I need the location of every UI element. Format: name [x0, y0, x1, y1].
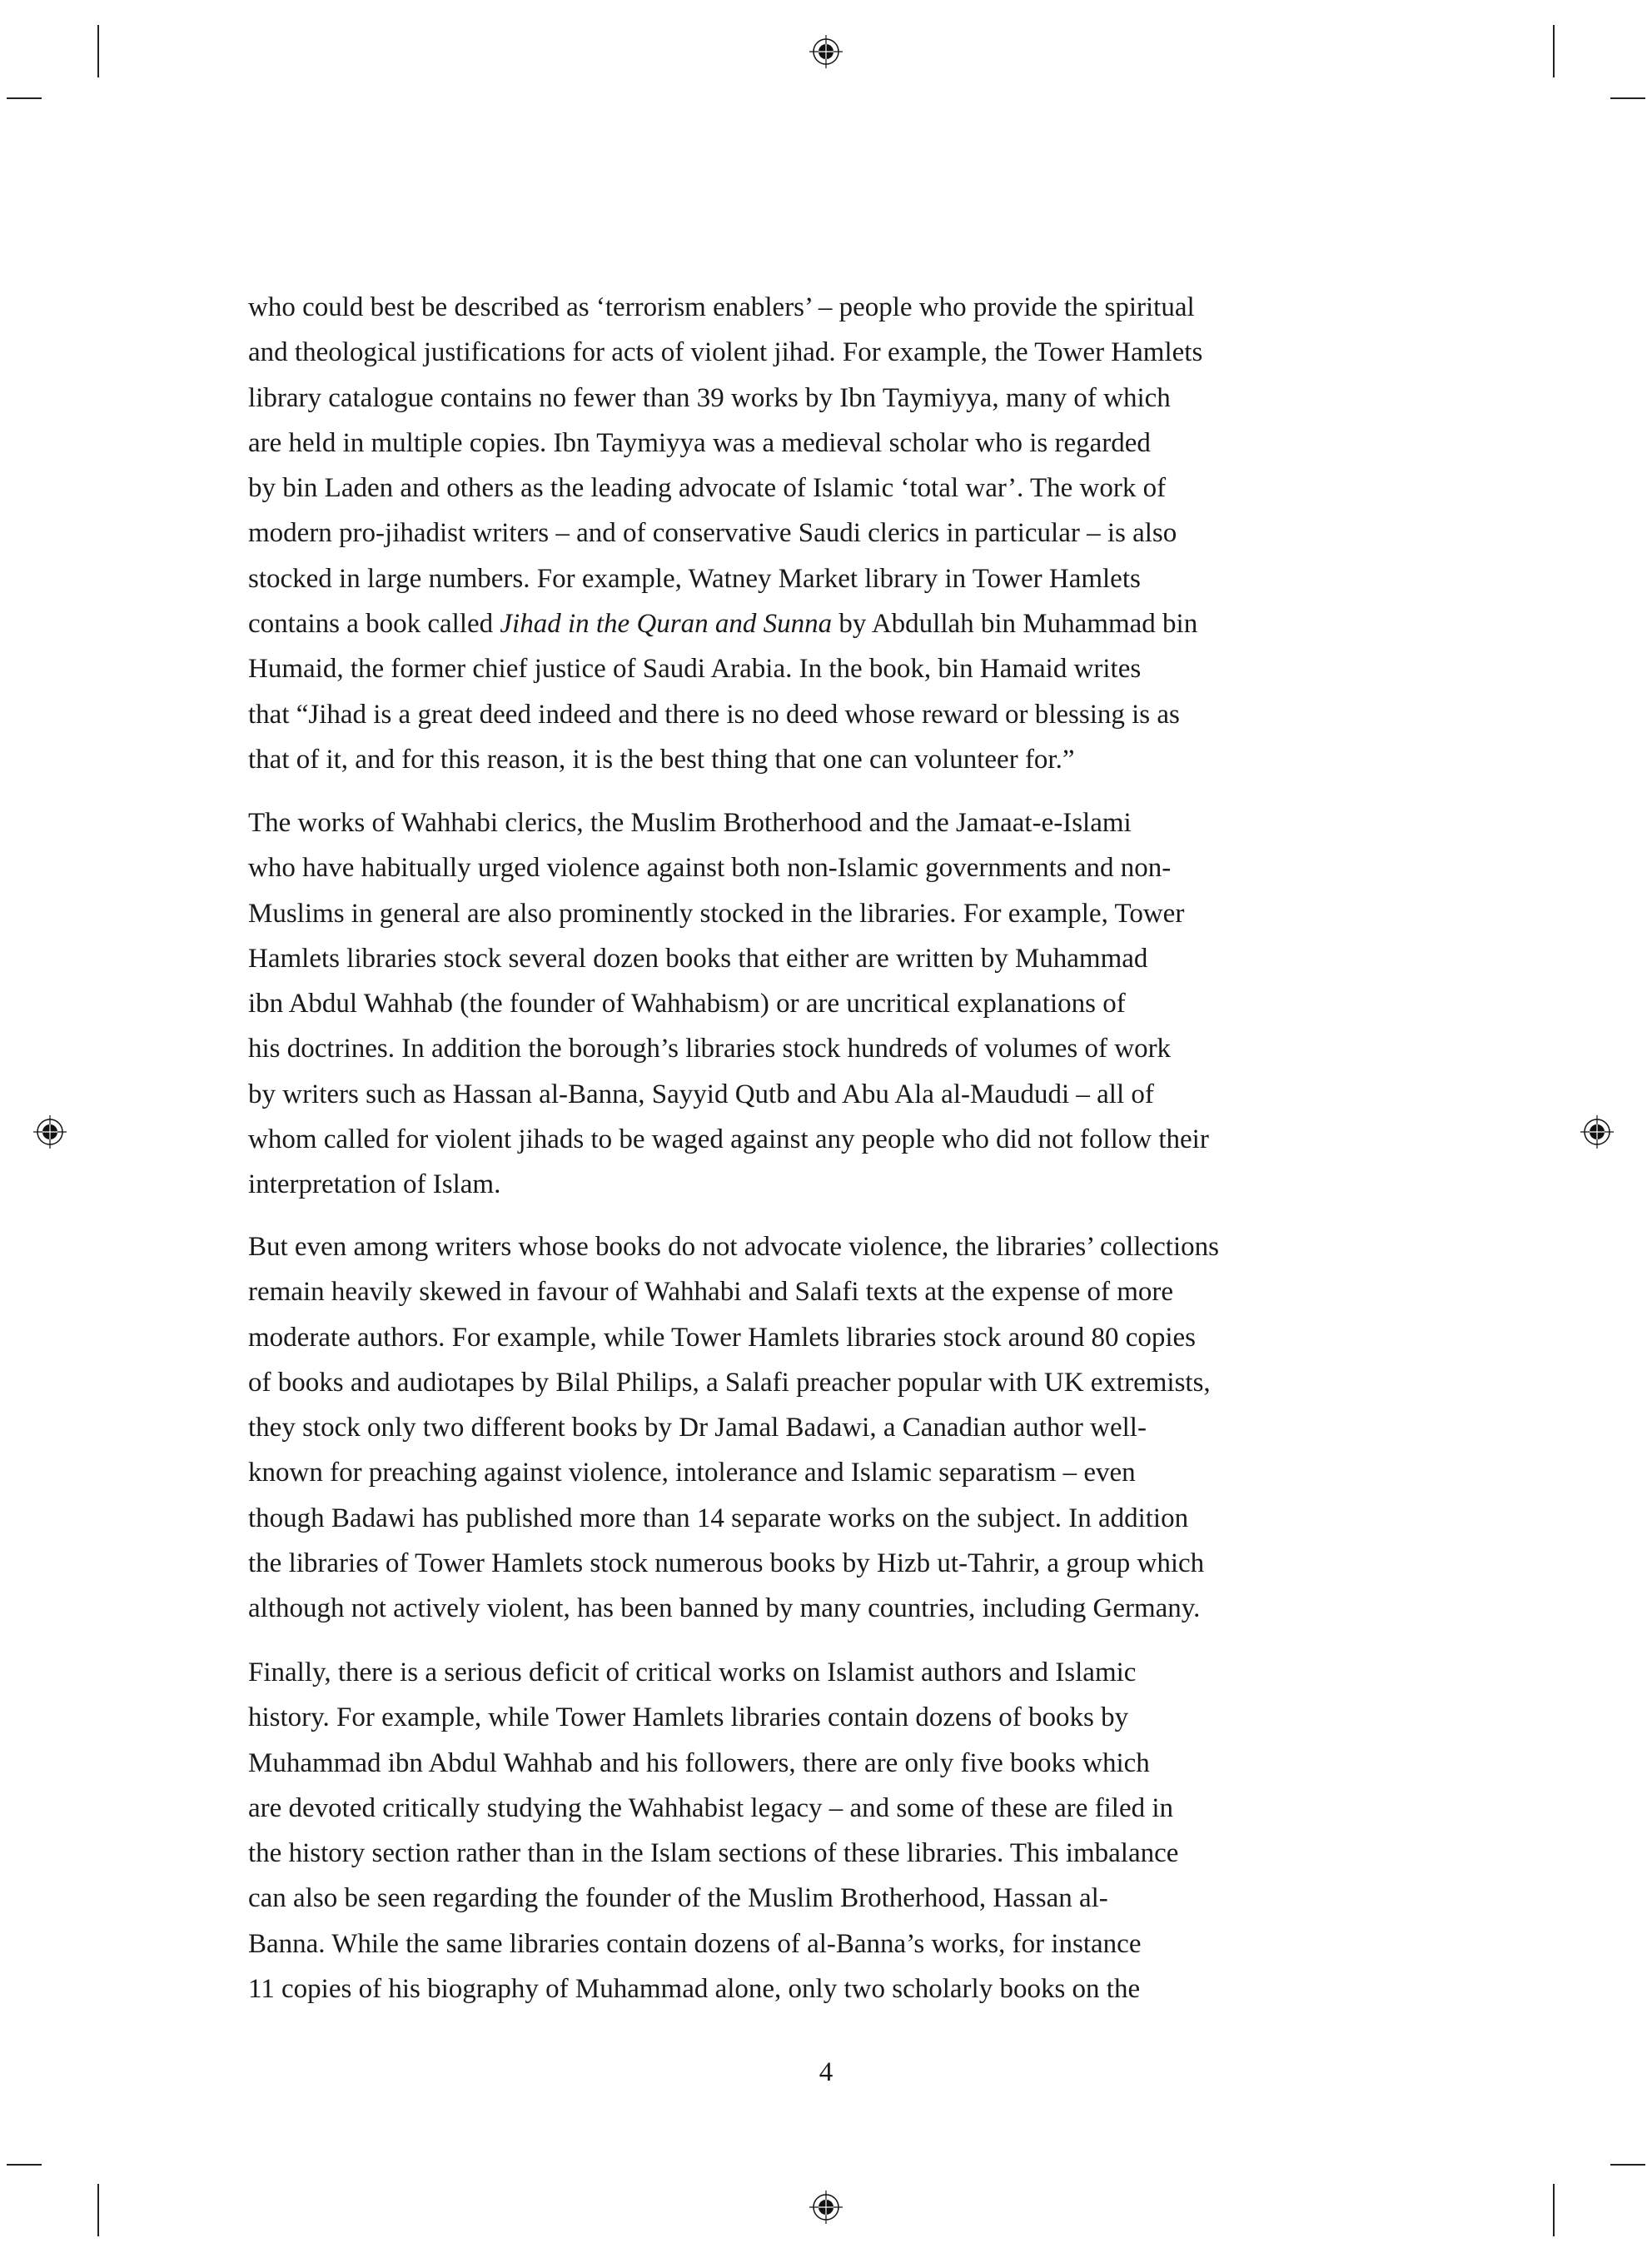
- page-number: 4: [819, 2057, 833, 2087]
- crop-mark-top-left-vertical: [97, 25, 99, 77]
- text-line: The works of Wahhabi clerics, the Muslim Brotherhood and the Jamaat-e-Islami: [248, 808, 1132, 838]
- paragraph-2: [248, 800, 1431, 1208]
- crop-mark-top-right-horizontal: [1610, 97, 1645, 99]
- text-line: are held in multiple copies. Ibn Taymiyya was a medieval scholar who is regarded: [248, 427, 1151, 458]
- text-line: by writers such as Hassan al-Banna, Sayyid Qutb and Abu Ala al-Maududi – all of: [248, 1079, 1154, 1109]
- text-line: But even among writers whose books do not advocate violence, the libraries’ collections: [248, 1232, 1219, 1262]
- text-line: interpretation of Islam.: [248, 1169, 501, 1200]
- text-line: remain heavily skewed in favour of Wahhabi and Salafi texts at the expense of more: [248, 1277, 1174, 1308]
- text-line: can also be seen regarding the founder of the Muslim Brotherhood, Hassan al-: [248, 1883, 1108, 1914]
- text-line: are devoted critically studying the Wahhabist legacy – and some of these are filed in: [248, 1792, 1174, 1823]
- text-line: Banna. While the same libraries contain dozens of al-Banna’s works, for instance: [248, 1928, 1142, 1959]
- text-line: library catalogue contains no fewer than 39 works by Ibn Taymiyya, many of which: [248, 382, 1171, 413]
- text-line: 11 copies of his biography of Muhammad alone, only two scholarly books on the: [248, 1974, 1141, 2005]
- text-line: [248, 601, 1431, 646]
- crop-mark-bottom-left-horizontal: [7, 2164, 42, 2166]
- text-line: Hamlets libraries stock several dozen books that either are written by Muhammad: [248, 943, 1148, 974]
- text-segment: contains a book called: [248, 609, 500, 640]
- text-line: Finally, there is a serious deficit of critical works on Islamist authors and Islamic: [248, 1657, 1137, 1687]
- registration-mark-icon: [1580, 1115, 1614, 1149]
- text-line: whom called for violent jihads to be waged against any people who did not follow their: [248, 1124, 1209, 1155]
- crop-mark-top-right-vertical: [1553, 25, 1555, 77]
- text-line: the history section rather than in the Islam sections of these libraries. This imbalance: [248, 1838, 1179, 1869]
- paragraph-3: [248, 1224, 1431, 1632]
- paragraph-1: [248, 285, 1431, 782]
- text-line: who have habitually urged violence against both non-Islamic governments and non-: [248, 853, 1172, 884]
- crop-mark-bottom-right-vertical: [1553, 2184, 1555, 2236]
- text-line: modern pro-jihadist writers – and of conservative Saudi clerics in particular – is also: [248, 518, 1177, 549]
- text-line: by bin Laden and others as the leading advocate of Islamic ‘total war’. The work of: [248, 473, 1167, 504]
- registration-mark-icon: [809, 35, 843, 68]
- text-line: Muslims in general are also prominently stocked in the libraries. For example, Tower: [248, 898, 1185, 929]
- text-line: Humaid, the former chief justice of Saudi Arabia. In the book, bin Hamaid writes: [248, 654, 1142, 685]
- text-line: moderate authors. For example, while Tower Hamlets libraries stock around 80 copies: [248, 1322, 1197, 1353]
- text-line: of books and audiotapes by Bilal Philips, a Salafi preacher popular with UK extremists,: [248, 1367, 1211, 1398]
- text-line: who could best be described as ‘terrorism enablers’ – people who provide the spiritual: [248, 292, 1195, 322]
- text-line: they stock only two different books by Dr Jamal Badawi, a Canadian author well-: [248, 1413, 1147, 1443]
- crop-mark-bottom-right-horizontal: [1610, 2164, 1645, 2166]
- text-line: his doctrines. In addition the borough’s libraries stock hundreds of volumes of work: [248, 1034, 1172, 1064]
- text-line: though Badawi has published more than 14 separate works on the subject. In addition: [248, 1503, 1189, 1533]
- registration-mark-icon: [809, 2191, 843, 2224]
- text-line: and theological justifications for acts of violent jihad. For example, the Tower Hamlets: [248, 337, 1203, 368]
- text-line: that “Jihad is a great deed indeed and there is no deed whose reward or blessing is as: [248, 699, 1180, 730]
- text-segment: by Abdullah bin Muhammad bin: [832, 609, 1198, 640]
- registration-mark-icon: [33, 1115, 67, 1149]
- text-line: the libraries of Tower Hamlets stock numerous books by Hizb ut-Tahrir, a group which: [248, 1548, 1205, 1579]
- text-line: Muhammad ibn Abdul Wahhab and his followers, there are only five books which: [248, 1747, 1150, 1778]
- text-line: ibn Abdul Wahhab (the founder of Wahhabism) or are uncritical explanations of: [248, 989, 1126, 1019]
- text-line: known for preaching against violence, intolerance and Islamic separatism – even: [248, 1458, 1136, 1488]
- text-line: that of it, and for this reason, it is the best thing that one can volunteer for.”: [248, 744, 1075, 775]
- text-line: although not actively violent, has been banned by many countries, including Germany.: [248, 1593, 1201, 1624]
- paragraph-4: [248, 1650, 1431, 2011]
- book-title: Jihad in the Quran and Sunna: [500, 609, 833, 640]
- text-line: history. For example, while Tower Hamlets libraries contain dozens of books by: [248, 1702, 1129, 1733]
- crop-mark-bottom-left-vertical: [97, 2184, 99, 2236]
- crop-mark-top-left-horizontal: [7, 97, 42, 99]
- text-line: stocked in large numbers. For example, Watney Market library in Tower Hamlets: [248, 563, 1141, 594]
